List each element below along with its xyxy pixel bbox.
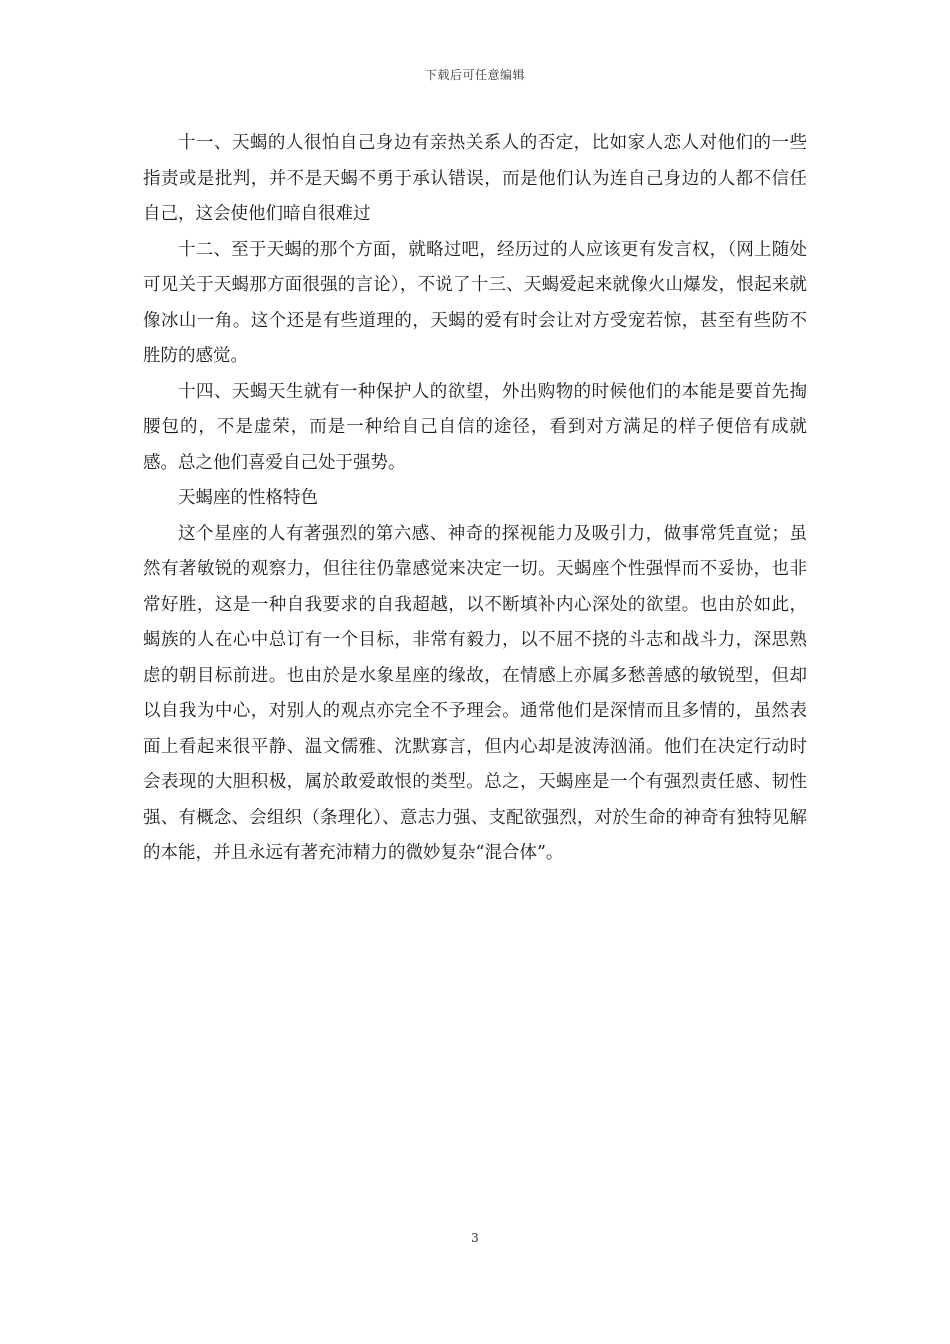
paragraph-fourteen: 十四、天蝎天生就有一种保护人的欲望，外出购物的时候他们的本能是要首先掏腰包的，不是虚荣，而是一种给自己自信的途径，看到对方满足的样子便倍有成就感。总之他们喜爱自己处于强势。 (143, 381, 807, 473)
paragraph-twelve-thirteen: 十二、至于天蝎的那个方面，就略过吧，经历过的人应该更有发言权，（网上随处可见关于天蝎那方面很强的言论），不说了十三、天蝎爱起来就像火山爆发，恨起来就像冰山一角。这个还是有些道理的，天蝎的爱有时会让对方受宠若惊，甚至有些防不胜防的感觉。 (143, 239, 807, 366)
page-number: 3 (471, 1231, 479, 1245)
document-body (143, 126, 807, 872)
paragraph-personality: 这个星座的人有著强烈的第六感、神奇的探视能力及吸引力，做事常凭直觉；虽然有著敏锐的观察力，但往往仍靠感觉来决定一切。天蝎座个性强悍而不妥协，也非常好胜，这是一种自我要求的自我超越，以不断填补内心深处的欲望。也由於如此，蝎族的人在心中总订有一个目标，非常有毅力，以不屈不挠的斗志和战斗力，深思熟虑的朝目标前进。也由於是水象星座的缘故，在情感上亦属多愁善感的敏锐型，但却以自我为中心，对别人的观点亦完全不予理会。通常他们是深情而且多情的，虽然表面上看起来很平静、温文儒雅、沈默寡言，但内心却是波涛汹涌。他们在决定行动时会表现的大胆积极，属於敢爱敢恨的类型。总之，天蝎座是一个有强烈责任感、韧性强、有概念、会组织（条理化）、意志力强、支配欲强烈，对於生命的神奇有独特见解的本能，并且永远有著充沛精力的微妙复杂“混合体”。 (143, 523, 807, 863)
page-header: 下载后可任意编辑 (424, 68, 525, 82)
paragraph-eleven: 十一、天蝎的人很怕自己身边有亲热关系人的否定，比如家人恋人对他们的一些指责或是批判，并不是天蝎不勇于承认错误，而是他们认为连自己身边的人都不信任自己，这会使他们暗自很难过 (143, 133, 807, 224)
section-heading: 天蝎座的性格特色 (178, 488, 318, 508)
